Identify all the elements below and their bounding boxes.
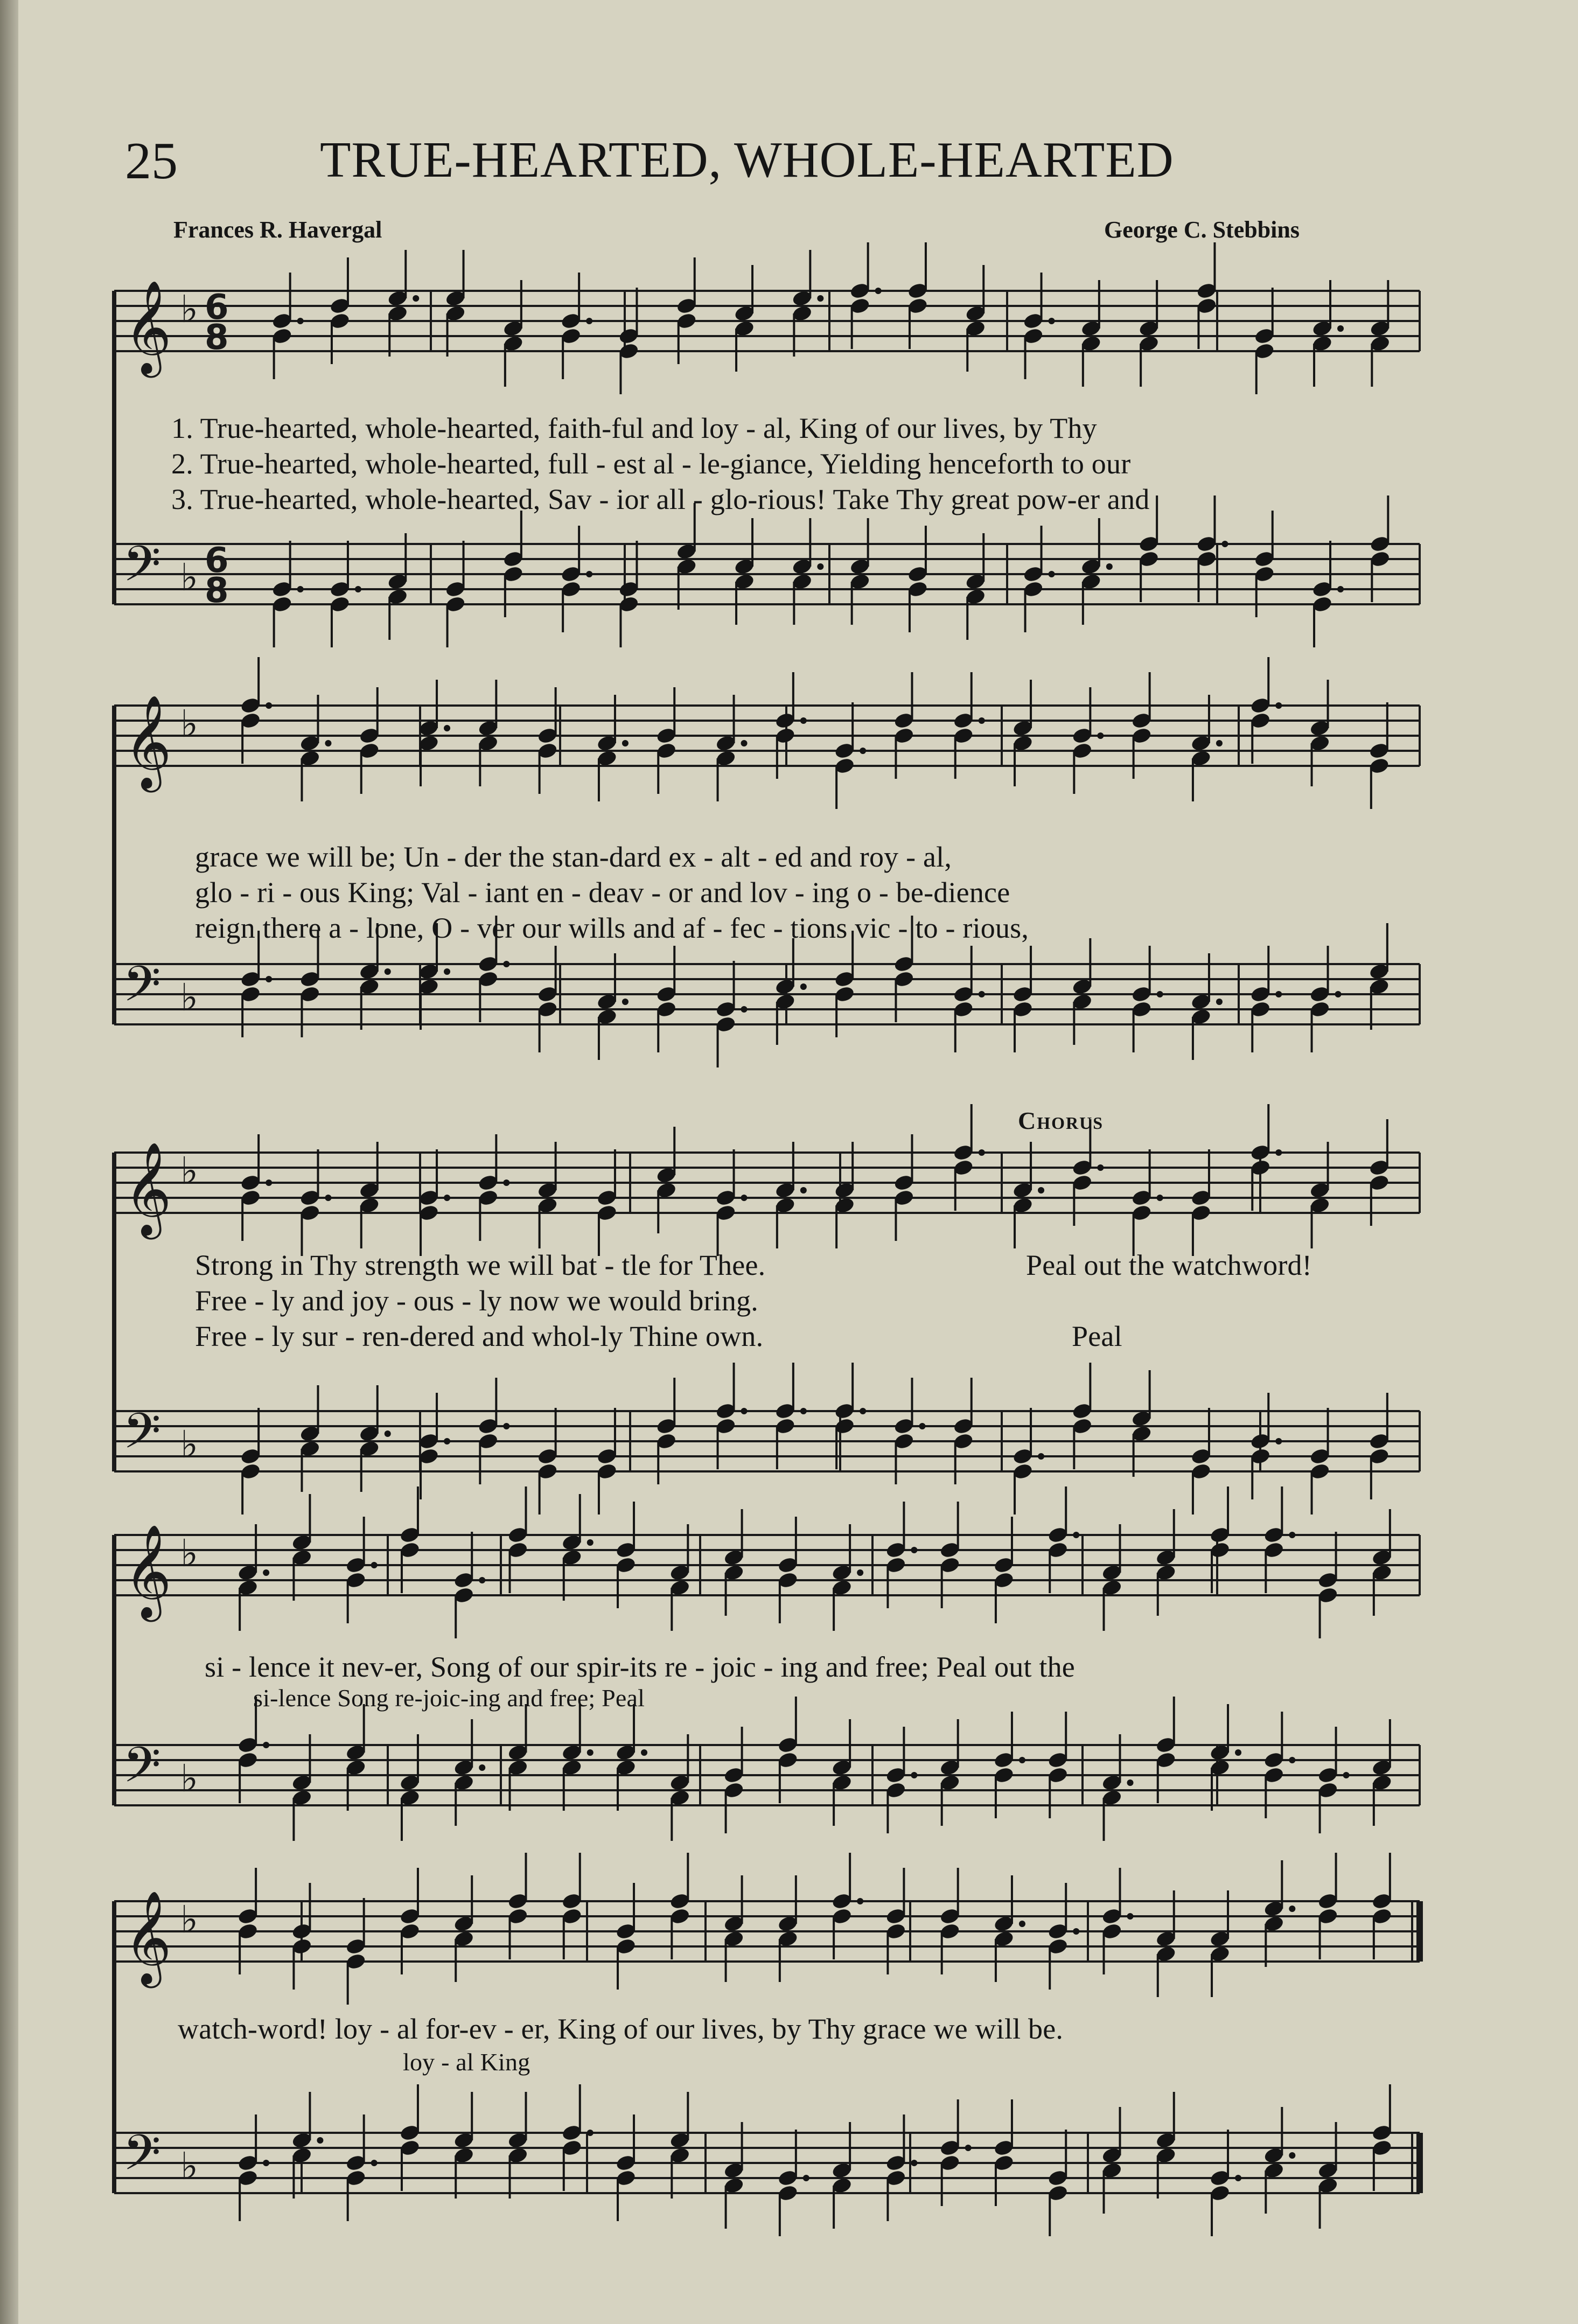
music-system-5 — [0, 1885, 1578, 2251]
lyric-verse3-line1: 3. True-hearted, whole-hearted, Sav - ior all - glo-rious! Take Thy great pow-er and — [171, 483, 1150, 515]
treble-notes — [271, 242, 1391, 394]
bass-notes — [237, 2084, 1393, 2236]
flat-sign-icon: ♭ — [180, 975, 199, 1020]
flat-sign-icon: ♭ — [180, 1149, 199, 1193]
lyric-chorus-line3: watch-word! loy - al for-ev - er, King of our lives, by Thy grace we will be. — [178, 2013, 1064, 2045]
treble-staff — [114, 291, 1420, 351]
svg-text:8: 8 — [205, 318, 229, 358]
music-system-4 — [0, 1519, 1578, 1864]
lyric-verse1-line1: 1. True-hearted, whole-hearted, faith-ful and loy - al, King of our lives, by Thy — [171, 412, 1097, 444]
lyricist-credit: Frances R. Havergal — [173, 217, 382, 243]
svg-text:6: 6 — [205, 288, 229, 327]
treble-clef-icon: 𝄞 — [124, 1890, 172, 1984]
treble-notes — [237, 1853, 1393, 2005]
bass-clef-icon: 𝄢 — [123, 955, 161, 1024]
flat-sign-icon: ♭ — [180, 2144, 199, 2188]
svg-text:6: 6 — [205, 541, 229, 581]
bass-clef-icon: 𝄢 — [123, 1736, 161, 1805]
flat-sign-icon: ♭ — [180, 1756, 199, 1800]
chorus-label: Chorus — [1018, 1107, 1104, 1134]
treble-clef-icon: 𝄞 — [124, 280, 172, 374]
lyric-verse2-line3: Free - ly and joy - ous - ly now we would bring. — [195, 1285, 758, 1317]
bass-staff — [114, 544, 1420, 604]
lyric-verse3-line2: reign there a - lone, O - ver our wills and af - fec - tions vic - to - rious, — [195, 912, 1029, 944]
treble-clef-icon: 𝄞 — [124, 1142, 172, 1236]
bass-staff — [114, 2133, 1420, 2193]
hymn-title: TRUE-HEARTED, WHOLE-HEARTED — [320, 132, 1174, 188]
lyric-chorus-alto-cue: Peal — [1072, 1320, 1122, 1352]
hymn-number: 25 — [125, 132, 178, 190]
bass-clef-icon: 𝄢 — [123, 1402, 161, 1471]
treble-notes — [240, 1104, 1390, 1256]
flat-sign-icon: ♭ — [180, 1422, 199, 1467]
lyric-verse2-line2: glo - ri - ous King; Val - iant en - deav - or and lov - ing o - be-dience — [195, 876, 1010, 909]
composer-credit: George C. Stebbins — [1104, 217, 1300, 243]
lyric-verse2-line1: 2. True-hearted, whole-hearted, full - est al - le-giance, Yielding henceforth to our — [171, 448, 1131, 480]
lyric-chorus-line2-alto: si-lence Song re-joic-ing and free; Peal — [253, 1684, 645, 1712]
flat-sign-icon: ♭ — [180, 287, 199, 331]
bass-clef-icon: 𝄢 — [123, 535, 161, 604]
lyric-chorus-line2: si - lence it nev-er, Song of our spir-its re - joic - ing and free; Peal out the — [205, 1651, 1075, 1683]
lyric-verse3-line3: Free - ly sur - ren-dered and whol-ly Thine own. — [195, 1320, 764, 1352]
lyric-chorus-line1: Peal out the watchword! — [1026, 1249, 1312, 1281]
lyric-verse1-line2: grace we will be; Un - der the stan-dard ex - alt - ed and roy - al, — [195, 841, 952, 873]
treble-notes — [240, 657, 1390, 809]
svg-text:8: 8 — [205, 571, 229, 611]
lyric-verse1-line3: Strong in Thy strength we will bat - tle for Thee. — [195, 1249, 766, 1281]
bass-clef-icon: 𝄢 — [123, 2124, 161, 2193]
flat-sign-icon: ♭ — [180, 555, 199, 599]
lyric-chorus-line3-alto: loy - al King — [403, 2048, 530, 2076]
flat-sign-icon: ♭ — [180, 702, 199, 746]
flat-sign-icon: ♭ — [180, 1531, 199, 1575]
bass-notes — [271, 495, 1391, 647]
flat-sign-icon: ♭ — [180, 1897, 199, 1942]
bass-notes — [240, 1363, 1390, 1515]
treble-clef-icon: 𝄞 — [124, 695, 172, 788]
bass-staff — [114, 1411, 1420, 1471]
treble-clef-icon: 𝄞 — [124, 1524, 172, 1618]
bass-notes — [237, 1697, 1393, 1841]
